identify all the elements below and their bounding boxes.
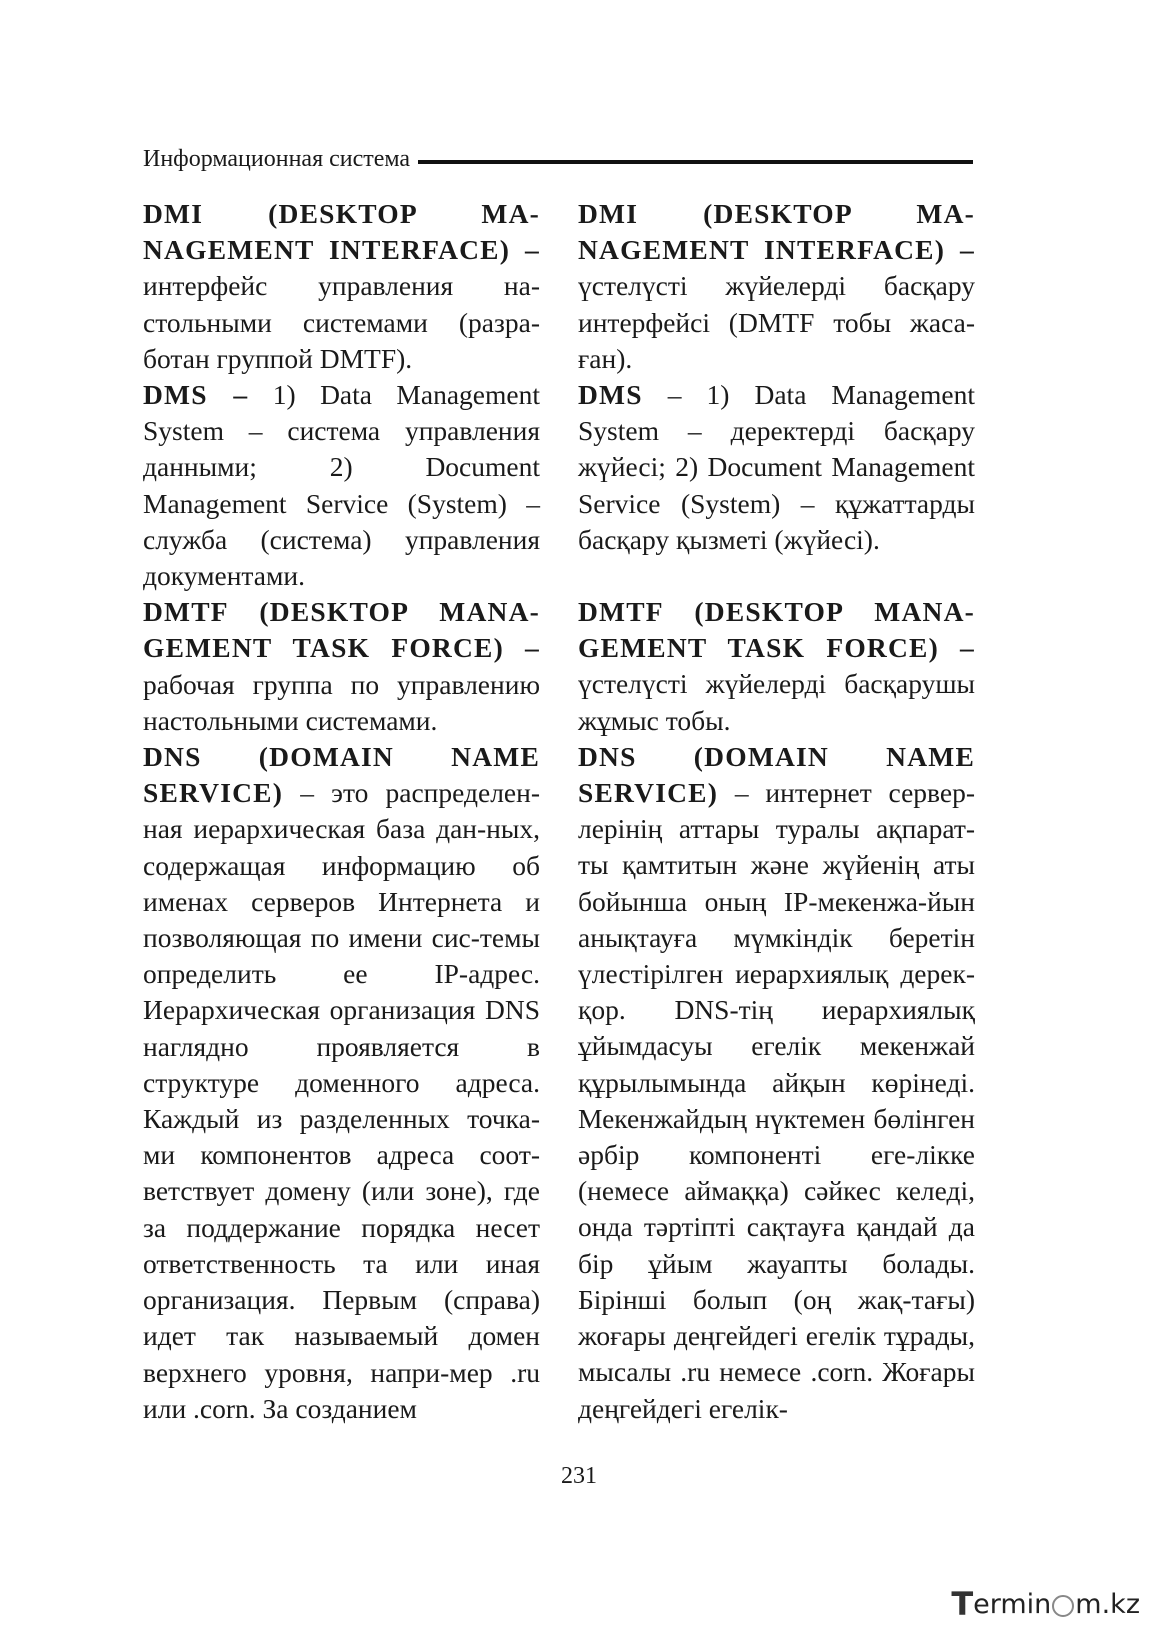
entry-definition: үстелүсті жүйелерді басқарушы жұмыс тобы. xyxy=(578,668,975,736)
watermark-suffix: m.kz xyxy=(1075,1588,1140,1620)
entry-dms-kz xyxy=(578,377,975,558)
header-rule xyxy=(418,160,973,164)
running-header xyxy=(143,146,973,173)
entry-term: DMTF (DESKTOP MANA-GEMENT TASK FORCE) – xyxy=(578,596,975,664)
watermark-logo xyxy=(951,1585,1140,1623)
entry-definition: рабочая группа по управлению настольными системами. xyxy=(143,668,540,736)
entry-definition: – 1) Data Management System – деректерді басқару жүйесі; 2) Document Management Service (System) – құжаттарды басқару қызметі (жүйесі). xyxy=(578,379,975,555)
entry-definition: – это распределен-ная иерархическая база дан-ных, содержащая информацию об именах серверов Интернета и позволяющая по имени сис-темы определить ее IP-адрес. Иерархическая организация DNS наглядно проявляется в структуре доменного адреса. Каждый из разделенных точка-ми компонентов адреса соот-ветствует домену (или зоне), где за поддержание порядка несет ответственность та или иная организация. Первым (справа) идет так называемый домен верхнего уровня, напри-мер .ru или .corn. За созданием xyxy=(143,777,540,1424)
entry-dmtf-kz xyxy=(578,594,975,739)
entry-definition: үстелүсті жүйелерді басқару интерфейсі (DMTF тобы жаса-ған). xyxy=(578,270,975,374)
entry-term: DMI (DESKTOP MA-NAGEMENT INTERFACE) – xyxy=(143,198,540,266)
entry-dms-ru xyxy=(143,377,540,594)
kazakh-column xyxy=(578,196,975,1427)
watermark-t-letter: T xyxy=(951,1585,974,1623)
entry-definition: интерфейс управления на-стольными системами (разра-ботан группой DMTF). xyxy=(143,270,540,374)
entry-dns-kz xyxy=(578,739,975,1427)
page-number: 231 xyxy=(561,1463,597,1489)
entry-term: DNS (DOMAIN NAME SERVICE) xyxy=(578,740,975,809)
entry-term: DMS xyxy=(578,379,643,411)
entry-definition: 1) Data Management System – система управления данными; 2) Document Management Service (System) – служба (система) управления документами. xyxy=(143,379,540,592)
entry-term: DMTF (DESKTOP MANA-GEMENT TASK FORCE) – xyxy=(143,596,540,664)
entry-dmtf-ru xyxy=(143,594,540,739)
entry-definition: – интернет сервер-лерінің аттары туралы ақпарат-ты қамтитын және жүйенің аты бойынша оның IP-мекенжа-йын анықтауға мүмкіндік беретін үлестірілген иерархиялық дерек-қор. DNS-тің иерархиялық ұйымдасуы егелік мекенжай құрылымында айқын көрінеді. Мекенжайдың нүктемен бөлінген әрбір компоненті еге-лікке (немесе аймаққа) сәйкес келеді, онда тәртіпті сақтауға қандай да бір ұйым жауапты болады. Бірінші болып (оң жақ-тағы) жоғары деңгейдегі егелік тұрады, мысалы .ru немесе .corn. Жоғары деңгейдегі егелік- xyxy=(578,777,975,1424)
entry-dmi-kz xyxy=(578,196,975,377)
running-title: Информационная система xyxy=(143,146,411,172)
russian-column xyxy=(143,196,540,1427)
entry-dmi-ru xyxy=(143,196,540,377)
entry-dns-ru xyxy=(143,739,540,1427)
entry-term: DMI (DESKTOP MA-NAGEMENT INTERFACE) – xyxy=(578,198,975,266)
magnifier-icon xyxy=(1052,1595,1074,1617)
watermark-prefix: ermin xyxy=(973,1588,1052,1620)
entry-term: DNS (DOMAIN NAME SERVICE) xyxy=(143,741,540,809)
entry-term: DMS – xyxy=(143,379,249,411)
